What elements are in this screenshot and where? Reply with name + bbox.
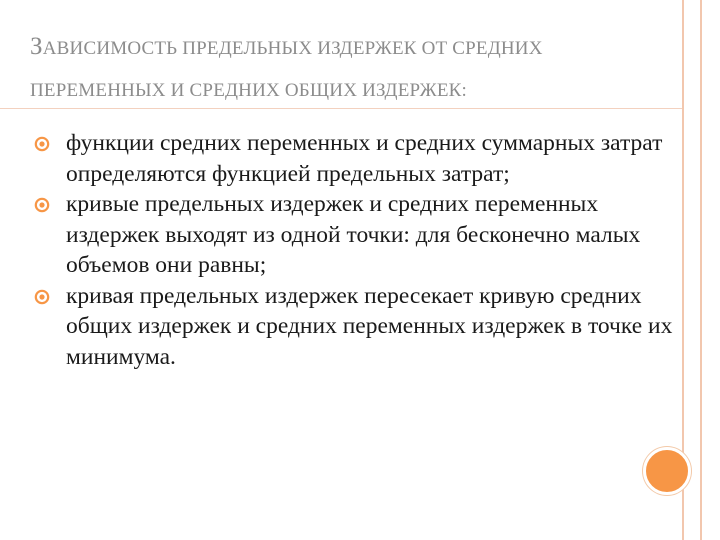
frame-line-right	[700, 0, 702, 540]
bullet-list	[32, 128, 682, 372]
bullet-item	[32, 281, 682, 373]
bullet-text: функции средних переменных и средних суммарных затрат определяются функцией предельных затрат;	[66, 130, 663, 187]
title-initial: З	[30, 33, 43, 60]
title-line-1	[30, 26, 660, 70]
bullet-text: кривые предельных издержек и средних переменных издержек выходят из одной точки: для бесконечно малых объемов они равны;	[66, 191, 641, 278]
title-line-1-text: АВИСИМОСТЬ ПРЕДЕЛЬНЫХ ИЗДЕРЖЕК ОТ СРЕДНИХ	[42, 38, 543, 59]
bullet-text: кривая предельных издержек пересекает кривую средних общих издержек и средних переменных издержек в точке их минимума.	[66, 282, 673, 370]
sun-bullet-icon	[34, 197, 50, 213]
bullet-item	[32, 128, 682, 189]
slide-title	[30, 26, 660, 112]
sun-bullet-icon	[34, 289, 50, 305]
sun-bullet-icon	[34, 136, 50, 152]
title-divider	[0, 108, 682, 109]
bullet-item	[32, 189, 682, 281]
title-line-2: ПЕРЕМЕННЫХ И СРЕДНИХ ОБЩИХ ИЗДЕРЖЕК:	[30, 80, 467, 101]
orange-circle-decoration	[643, 447, 691, 495]
